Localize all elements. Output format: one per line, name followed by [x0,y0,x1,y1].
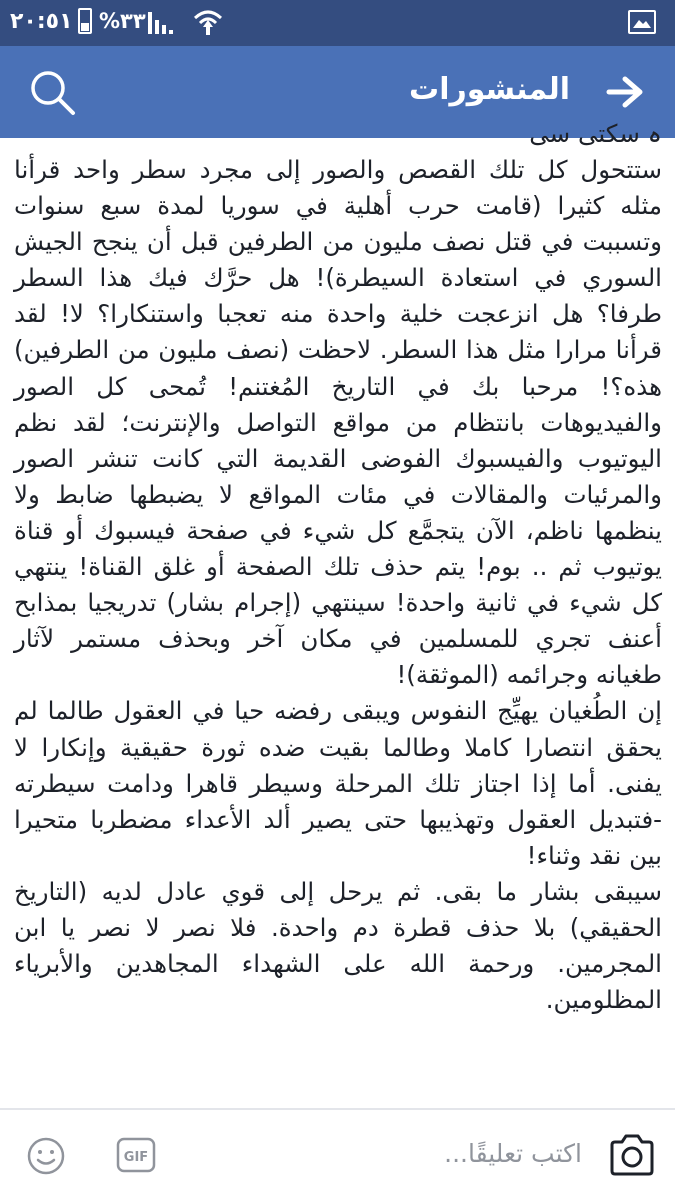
post-body [14,152,662,1018]
signal-icon [147,10,175,36]
camera-icon[interactable] [608,1133,656,1177]
gif-icon[interactable] [116,1137,156,1173]
emoji-icon[interactable] [26,1136,66,1176]
search-icon[interactable] [28,68,76,116]
post-text-partial: ہ سکتی سی [529,119,662,148]
comment-composer [0,1110,675,1200]
page-title: المنشورات [409,72,570,107]
post-paragraph: إن الطُغيان يهيِّج النفوس ويبقى رفضه حيا في العقول طالما لم يحقق انتصارا كاملا وطالما بقيت ضده ثورة حقيقية وإنكارا لا يفنى. أما إذا اجتاز تلك المرحلة وسيطر قاهرا ودامت سيطرته -فتبديل العقول وتهذيبها حتى يصير ألد الأعداء مضطربا متحيرا بين نقد وثناء! [14,696,662,870]
arrow-back-icon[interactable] [605,74,645,110]
gif-label: GIF [123,1150,149,1165]
post-paragraph: ستتحول كل تلك القصص والصور إلى مجرد سطر واحد قرأنا مثله كثيرا (قامت حرب أهلية في سوريا لمدة سبع سنوات وتسببت في قتل نصف مليون من الطرفين قبل أن ينجح الجيش السوري في استعادة السيطرة)! هل حرَّك فيك هذا السطر طرفا؟ هل انزعجت خلية واحدة منه تعجبا واستنكارا؟ لا! لقد قرأنا مرارا مثل هذا السطر. لاحظت (نصف مليون من الطرفين) هذه؟! مرحبا بك في التاريخ المُغتنم! تُمحى كل الصور والفيديوهات بانتظام من مواقع التواصل والإنترنت؛ لقد نظم اليوتيوب والفيسبوك الفوضى القديمة التي كانت تنشر الصور والمرئيات والمقالات في مئات المواقع لا يضبطها ضابط ولا ينظمها ناظم، الآن يتجمَّع كل شيء في صفحة فيسبوك أو قناة يوتيوب ثم .. بوم! يتم حذف تلك الصفحة أو غلق القناة! ينتهي كل شيء في ثانية واحدة! سينتهي (إجرام بشار) تدريجيا بمذابح أعنف تجري للمسلمين في مكان آخر وبحذف مستمر لآثار طغيانه وجرائمه (الموثقة)! [14,155,662,690]
status-time: ٢٠:٥١ [10,9,73,34]
wifi-icon [192,6,224,38]
post-content [14,119,662,1102]
post-paragraph: سيبقى بشار ما بقى. ثم يرحل إلى قوي عادل لديه (التاريخ الحقيقي) بلا حذف قطرة دم واحدة. فلا نصر لا نصر يا ابن المجرمين. ورحمة الله على الشهداء المجاهدين والأبرياء المظلومين. [14,876,662,1015]
status-bar [0,0,675,46]
battery-icon [78,8,92,34]
battery-percent: %٣٣ [99,9,146,33]
comment-input[interactable]: اكتب تعليقًا... [444,1139,582,1168]
gallery-notification-icon [628,10,656,34]
